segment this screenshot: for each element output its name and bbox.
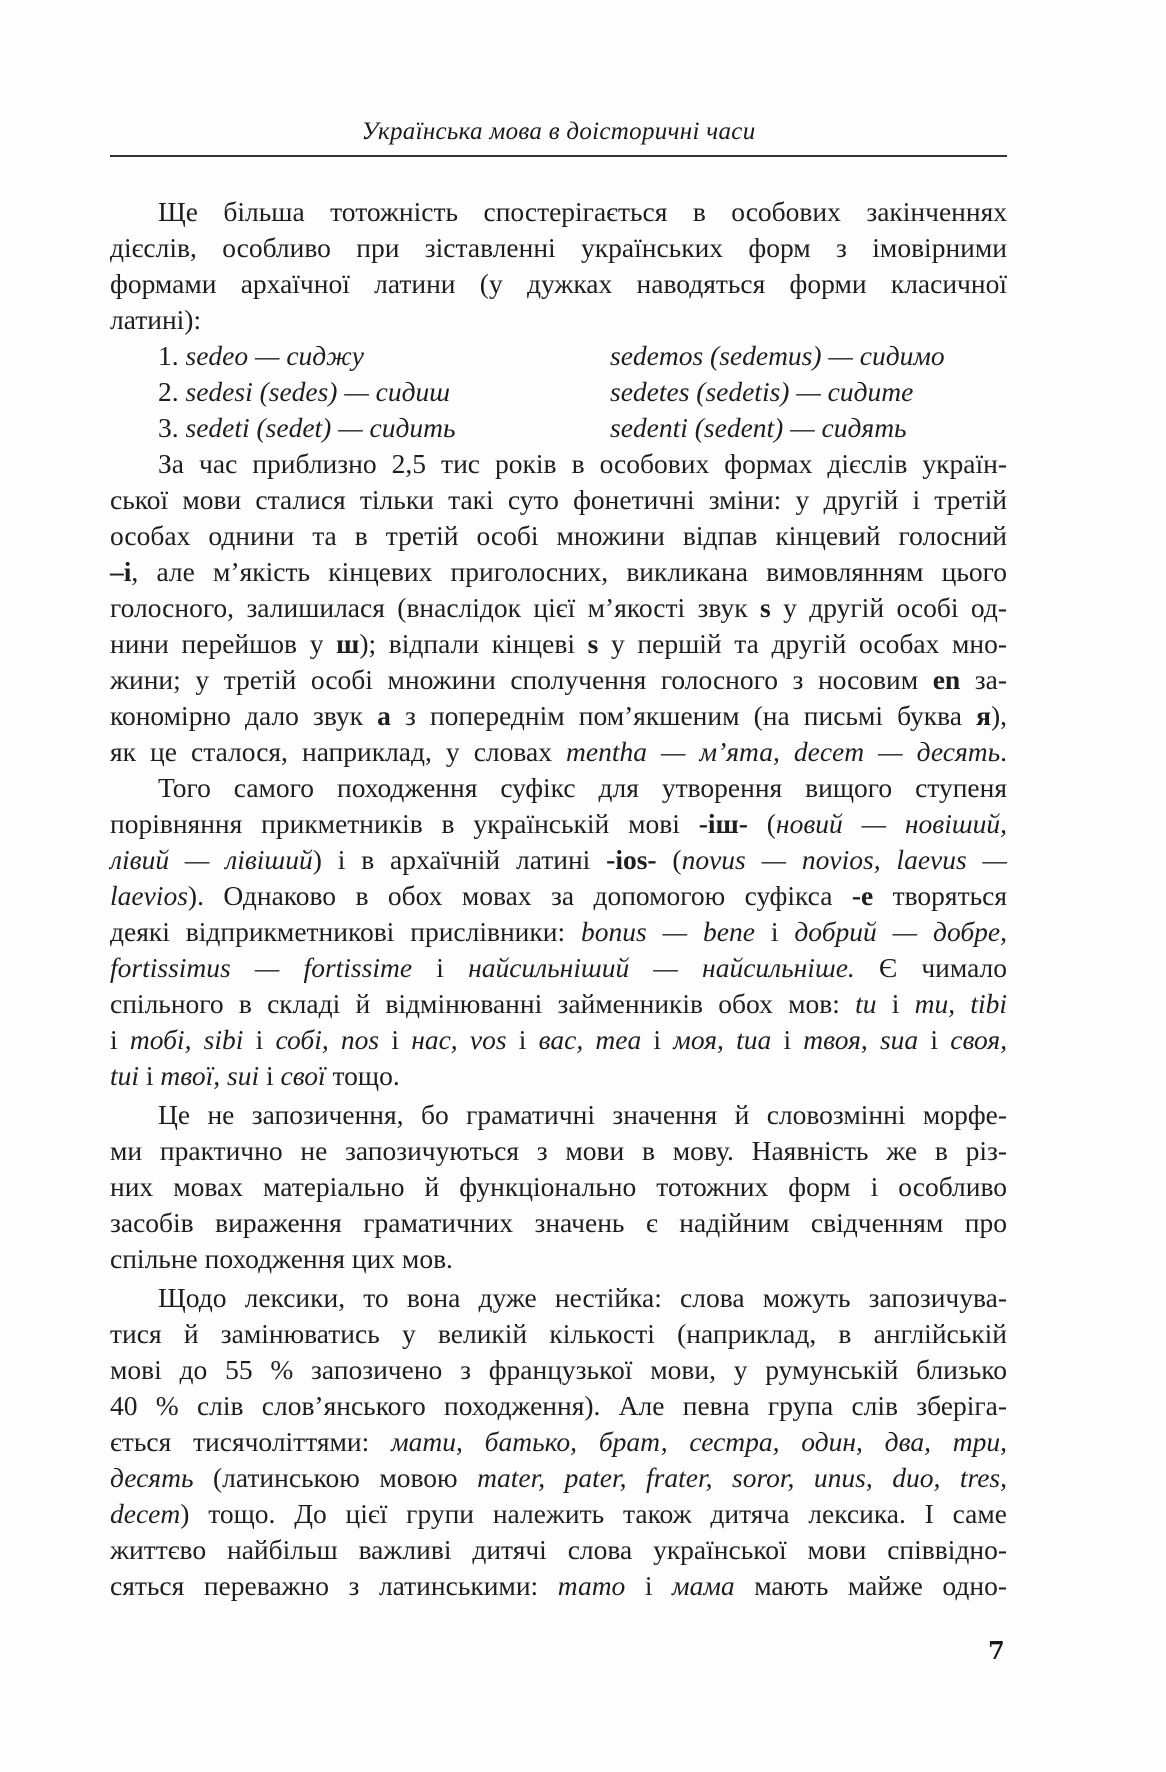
text-line	[110, 1022, 1007, 1058]
italic-example: мати, батько, брат, сестра, один, два, три,	[391, 1426, 1007, 1457]
italic-example: твоя, sua	[803, 1024, 919, 1055]
bold-term: -ios-	[606, 844, 657, 875]
italic-example: тато	[557, 1570, 626, 1601]
bold-term: а	[377, 700, 391, 731]
text-line: латині):	[110, 304, 202, 335]
italic-example: найсильніший — найсильніше.	[468, 952, 855, 983]
italic-example: собі, nos	[275, 1024, 380, 1055]
list-item	[110, 374, 1007, 410]
text-line: 40 % слів слов’янського походження). Але певна група слів зберіга-	[110, 1390, 1007, 1421]
text-line: життєво найбільш важливі дитячі слова української мови співвідно-	[110, 1534, 1007, 1565]
text-line	[110, 734, 1007, 770]
page-number: 7	[988, 1636, 1005, 1665]
italic-example: моя, tua	[673, 1024, 772, 1055]
bold-term: ш	[336, 628, 360, 659]
italic-example: fortissimus — fortissime	[110, 952, 413, 983]
text-run: і	[625, 1570, 673, 1601]
italic-example: новий — новіший,	[775, 808, 1007, 839]
text-run: кономірно дало звук	[110, 700, 378, 731]
text-run: (	[656, 844, 682, 875]
text-line: ми практично не запозичуються з мови в мову. Наявність же в різ-	[110, 1135, 1007, 1166]
text-run: і	[771, 1024, 804, 1055]
bold-term: -іш-	[698, 808, 748, 839]
text-run: у першій та другій особах мно-	[598, 628, 1007, 659]
text-run: тощо.	[325, 1060, 400, 1091]
text-run: мають майже одно-	[734, 1570, 1008, 1601]
text-run: голосного, залишилася (внаслідок цієї м’якості звук	[110, 592, 760, 623]
text-line: Ще більша тотожність спостерігається в особових закінченнях	[158, 196, 1007, 227]
text-line: особах однини та в третій особі множини відпав кінцевий голосний	[110, 520, 1007, 551]
conjugation-list	[110, 338, 1007, 446]
text-line: них мовах матеріально й функціонально тотожних форм і особливо	[110, 1171, 1007, 1202]
text-run: ); відпали кінцеві	[359, 628, 588, 659]
text-line: дієслів, особливо при зіставленні українських форм з імовірними	[110, 232, 1007, 263]
text-run: , але м’якість кінцевих приголосних, викликана вимовлянням цього	[131, 556, 1007, 587]
italic-example: ти, tibi	[914, 988, 1008, 1019]
text-run: порівняння прикметників в українській мові	[110, 808, 699, 839]
text-line	[110, 806, 1007, 842]
text-line	[110, 1058, 1007, 1094]
text-line	[110, 986, 1007, 1022]
text-run: Є чимало	[854, 952, 1008, 983]
paragraph-verb-endings	[110, 194, 1007, 338]
text-line: ської мови сталися тільки такі суто фонетичні зміни: у другій і третій	[110, 484, 1007, 515]
paragraph-phonetic-changes	[110, 446, 1007, 770]
paragraph-suffixes	[110, 770, 1007, 1094]
text-line	[110, 554, 1007, 590]
paragraph-not-borrowings	[110, 1097, 1007, 1277]
italic-example: bonus — bene	[581, 916, 755, 947]
italic-example: вас, mea	[538, 1024, 642, 1055]
italic-example: tui	[110, 1060, 140, 1091]
list-number: 2.	[158, 376, 179, 407]
italic-example: decem	[110, 1498, 181, 1529]
text-run: як це сталося, наприклад, у словах	[110, 736, 567, 767]
text-run: сяться переважно з латинськими:	[110, 1570, 558, 1601]
text-run: і	[641, 1024, 674, 1055]
text-run: і	[379, 1024, 412, 1055]
text-run: ). Однаково в обох мовах за допомогою суфікса	[187, 880, 852, 911]
header-rule	[110, 155, 1007, 157]
text-run: .	[1000, 736, 1007, 767]
text-line	[110, 662, 1007, 698]
text-line: За час приблизно 2,5 тис років в особових формах дієслів україн-	[158, 448, 1007, 479]
italic-example: tu	[855, 988, 877, 1019]
italic-example: лівий — лівіший	[110, 844, 313, 875]
italic-example: мама	[672, 1570, 735, 1601]
text-line	[110, 1496, 1007, 1532]
text-line	[110, 950, 1007, 986]
text-run: ) тощо. До цієї групи належить також дитяча лексика. І саме	[180, 1498, 1007, 1529]
text-run: з попереднім пом’якшеним (на письмі буква	[390, 700, 977, 731]
list-item	[110, 338, 1007, 374]
text-run: деякі відприкметникові прислівники:	[110, 916, 582, 947]
text-line	[110, 698, 1007, 734]
text-run: ) і в архаїчній латині	[312, 844, 607, 875]
text-run: за-	[960, 664, 1007, 695]
italic-example: mater, pater, frater, soror, unus, duo, tres,	[477, 1462, 1008, 1493]
text-run: і	[243, 1024, 276, 1055]
italic-example: тобі, sibi	[129, 1024, 244, 1055]
paragraph-lexicon	[110, 1280, 1007, 1604]
text-run: у другій особі од-	[770, 592, 1007, 623]
singular-form: sedeti (sedet) — сидить	[185, 412, 456, 443]
bold-term: en	[932, 664, 961, 695]
plural-form: sedenti (sedent) — сидять	[610, 412, 907, 443]
text-line	[110, 590, 1007, 626]
text-line: Того самого походження суфікс для утворення вищого ступеня	[158, 772, 1007, 803]
bold-term: -е	[851, 880, 874, 911]
text-run: і	[110, 1024, 130, 1055]
text-run: жини; у третій особі множини сполучення голосного з носовим	[110, 664, 933, 695]
text-line	[110, 1460, 1007, 1496]
text-run: ється тисячоліттями:	[110, 1426, 392, 1457]
plural-form: sedemos (sedemus) — сидимо	[610, 340, 945, 371]
italic-example: своя,	[950, 1024, 1008, 1055]
text-line: Це не запозичення, бо граматичні значення й словозмінні морфе-	[158, 1099, 1007, 1130]
italic-example: laevios	[110, 880, 188, 911]
text-run: і	[754, 916, 795, 947]
text-line	[110, 878, 1007, 914]
text-run: творяться	[873, 880, 1007, 911]
text-run: спільного в складі й відмінюванні займенників обох мов:	[110, 988, 856, 1019]
italic-example: добрий — добре,	[794, 916, 1008, 947]
text-run: і	[506, 1024, 539, 1055]
text-run: (латинською мовою	[193, 1462, 478, 1493]
bold-term: s	[759, 592, 771, 623]
singular-form: sedeo — сиджу	[185, 340, 364, 371]
text-line	[110, 626, 1007, 662]
text-run: і	[259, 1060, 281, 1091]
italic-example: свої	[280, 1060, 326, 1091]
list-number: 1.	[158, 340, 179, 371]
italic-example: нас, vos	[411, 1024, 507, 1055]
bold-term: s	[587, 628, 599, 659]
text-line: спільне походження цих мов.	[110, 1243, 453, 1274]
text-run: (	[747, 808, 776, 839]
text-run: і	[412, 952, 469, 983]
italic-example: твої, sui	[160, 1060, 260, 1091]
text-line	[110, 1424, 1007, 1460]
plural-form: sedetes (sedetis) — сидите	[610, 376, 914, 407]
text-line: Щодо лексики, то вона дуже нестійка: слова можуть запозичува-	[158, 1282, 1007, 1313]
bold-term: я	[976, 700, 991, 731]
text-run: і	[139, 1060, 161, 1091]
bold-term: –і	[110, 556, 132, 587]
text-run: і	[918, 1024, 951, 1055]
text-line	[110, 842, 1007, 878]
list-number: 3.	[158, 412, 179, 443]
text-line	[110, 914, 1007, 950]
text-run: і	[876, 988, 915, 1019]
list-item	[110, 410, 1007, 446]
running-head: Українська мова в доісторичні часи	[361, 118, 756, 145]
text-run: ),	[990, 700, 1007, 731]
text-line: мові до 55 % запозичено з французької мови, у румунській близько	[110, 1354, 1007, 1385]
text-line: формами архаїчної латини (у дужках наводяться форми класичної	[110, 268, 1007, 299]
italic-example: mentha — м’ята, decem — десять	[566, 736, 1001, 767]
italic-example: десять	[110, 1462, 194, 1493]
text-line: тися й замінюватись у великій кількості (наприклад, в англійській	[110, 1318, 1007, 1349]
text-line: засобів вираження граматичних значень є надійним свідченням про	[110, 1207, 1007, 1238]
text-line	[110, 1568, 1007, 1604]
text-run: нини перейшов у	[110, 628, 337, 659]
singular-form: sedesi (sedes) — сидиш	[185, 376, 451, 407]
page-body	[110, 194, 1007, 1604]
italic-example: novus — novios, laevus —	[681, 844, 1007, 875]
